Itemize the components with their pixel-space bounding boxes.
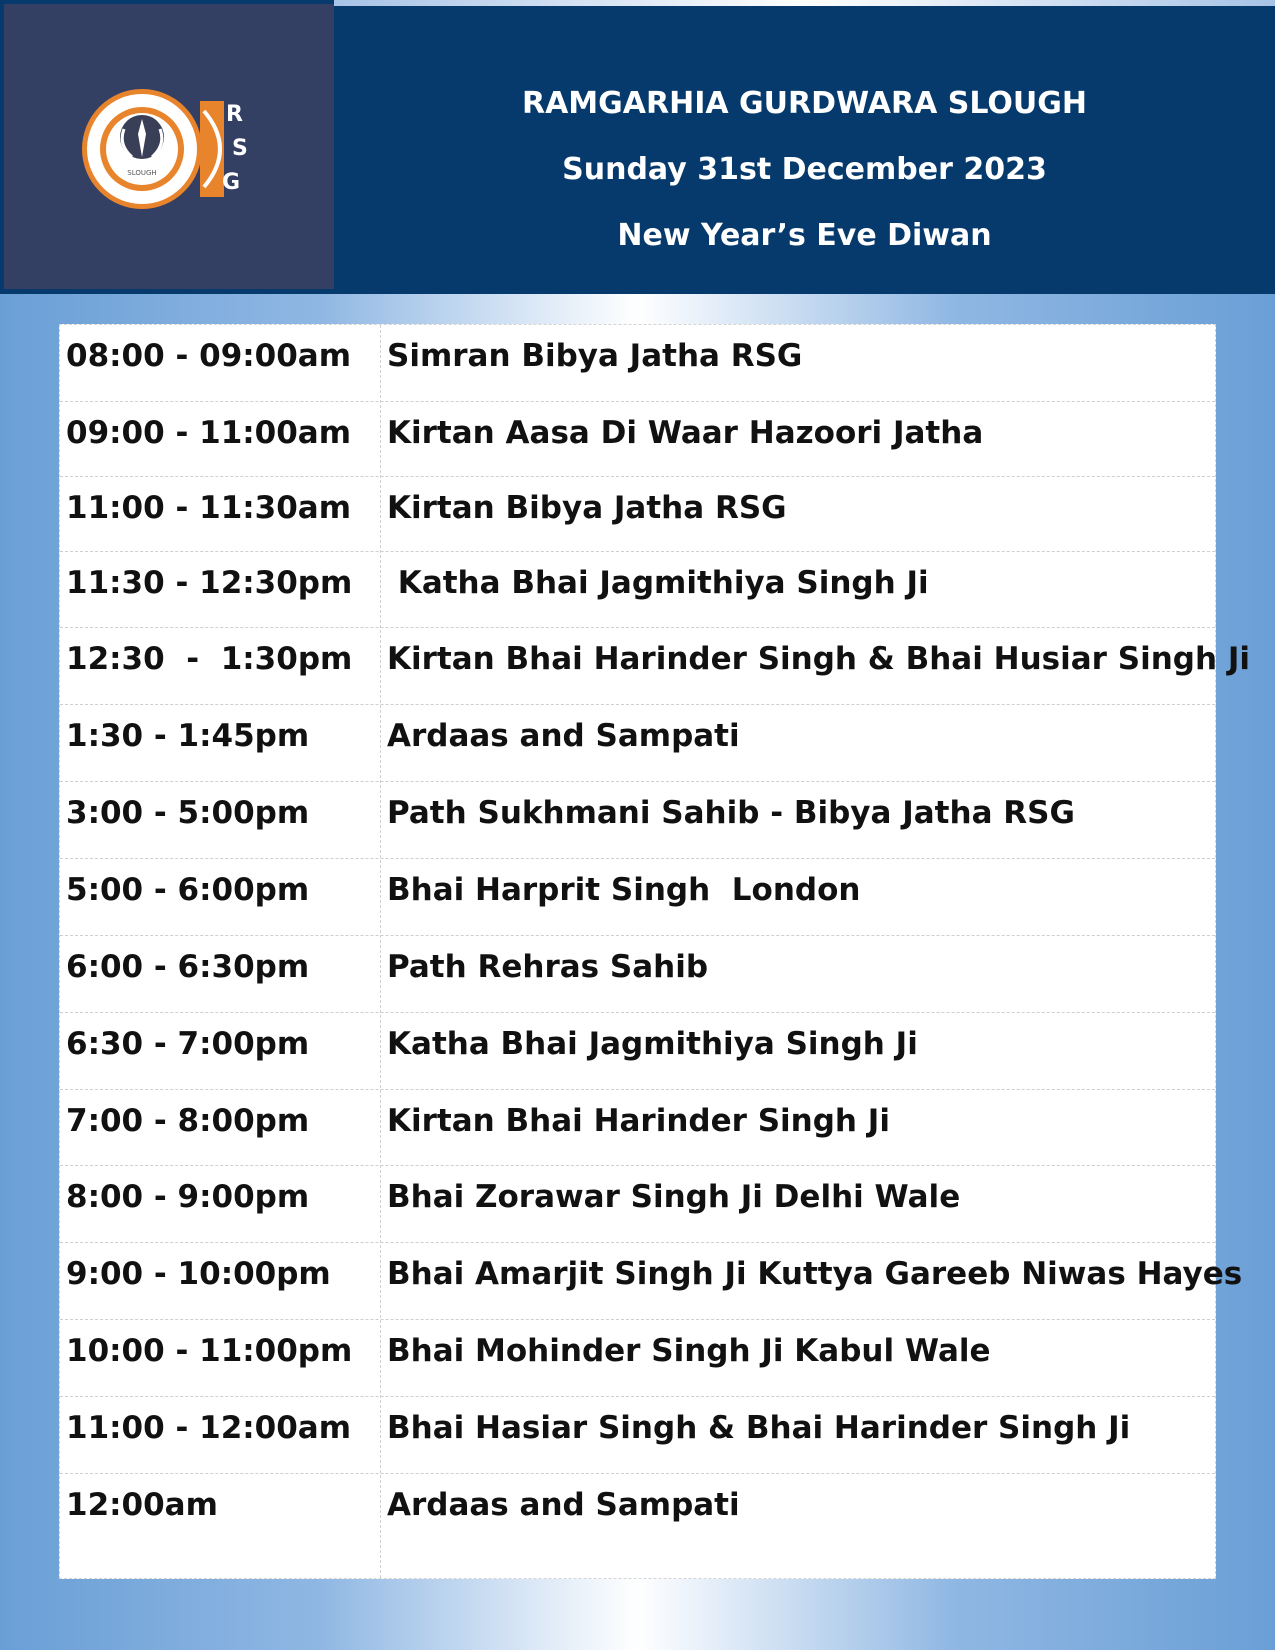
event-cell: Ardaas and Sampati	[387, 718, 740, 754]
time-cell: 6:30 - 7:00pm	[66, 1026, 310, 1062]
header-text-block	[334, 0, 1275, 294]
time-cell: 12:00am	[66, 1487, 218, 1523]
event-cell: Bhai Harprit Singh London	[387, 872, 861, 908]
event-cell: Path Sukhmani Sahib - Bibya Jatha RSG	[387, 795, 1075, 831]
logo-panel	[4, 4, 334, 289]
time-cell: 8:00 - 9:00pm	[66, 1179, 310, 1215]
event-name: New Year’s Eve Diwan	[617, 218, 992, 253]
time-cell: 09:00 - 11:00am	[66, 415, 352, 451]
header-banner	[0, 0, 1275, 294]
event-cell: Ardaas and Sampati	[387, 1487, 740, 1523]
event-cell: Kirtan Bibya Jatha RSG	[387, 490, 787, 526]
logo-letter-s: S	[232, 136, 248, 161]
time-cell: 3:00 - 5:00pm	[66, 795, 310, 831]
event-date: Sunday 31st December 2023	[562, 152, 1047, 187]
table-row	[60, 936, 1215, 1013]
event-cell: Katha Bhai Jagmithiya Singh Ji	[387, 565, 929, 601]
logo-ring-text: SLOUGH	[127, 169, 157, 177]
event-cell: Kirtan Aasa Di Waar Hazoori Jatha	[387, 415, 984, 451]
table-row	[60, 325, 1215, 402]
logo-letter-g: G	[222, 170, 241, 195]
table-row	[60, 628, 1250, 705]
time-cell: 08:00 - 09:00am	[66, 338, 352, 374]
table-row	[60, 402, 1215, 477]
table-row	[60, 859, 1215, 936]
table-row	[60, 1320, 1215, 1397]
time-cell: 1:30 - 1:45pm	[66, 718, 310, 754]
time-cell: 11:00 - 12:00am	[66, 1410, 352, 1446]
event-cell: Katha Bhai Jagmithiya Singh Ji	[387, 1026, 918, 1062]
event-cell: Bhai Mohinder Singh Ji Kabul Wale	[387, 1333, 991, 1369]
event-cell: Bhai Hasiar Singh & Bhai Harinder Singh Ji	[387, 1410, 1131, 1446]
logo-letter-r: R	[226, 102, 243, 127]
page-title: RAMGARHIA GURDWARA SLOUGH	[521, 86, 1087, 121]
time-cell: 9:00 - 10:00pm	[66, 1256, 331, 1292]
table-row	[60, 705, 1215, 782]
time-cell: 7:00 - 8:00pm	[66, 1103, 310, 1139]
time-cell: 5:00 - 6:00pm	[66, 872, 310, 908]
event-cell: Kirtan Bhai Harinder Singh & Bhai Husiar Singh Ji	[387, 641, 1250, 677]
event-cell: Kirtan Bhai Harinder Singh Ji	[387, 1103, 890, 1139]
time-cell: 10:00 - 11:00pm	[66, 1333, 353, 1369]
table-row	[60, 1013, 1215, 1090]
table-row	[60, 1474, 1215, 1578]
table-row	[60, 477, 1215, 552]
table-row	[60, 1397, 1215, 1474]
time-cell: 6:00 - 6:30pm	[66, 949, 310, 985]
table-row	[60, 1166, 1215, 1243]
event-cell: Bhai Amarjit Singh Ji Kuttya Gareeb Niwas Hayes	[387, 1256, 1243, 1292]
time-cell: 11:30 - 12:30pm	[66, 565, 353, 601]
schedule-table	[59, 324, 1250, 1579]
table-row	[60, 1090, 1215, 1166]
table-row	[60, 1243, 1243, 1320]
table-row	[60, 552, 1215, 628]
time-cell: 12:30 - 1:30pm	[66, 641, 353, 677]
event-cell: Bhai Zorawar Singh Ji Delhi Wale	[387, 1179, 961, 1215]
rsg-logo	[74, 79, 274, 219]
event-cell: Path Rehras Sahib	[387, 949, 709, 985]
time-cell: 11:00 - 11:30am	[66, 490, 352, 526]
table-row	[60, 782, 1215, 859]
event-cell: Simran Bibya Jatha RSG	[387, 338, 803, 374]
